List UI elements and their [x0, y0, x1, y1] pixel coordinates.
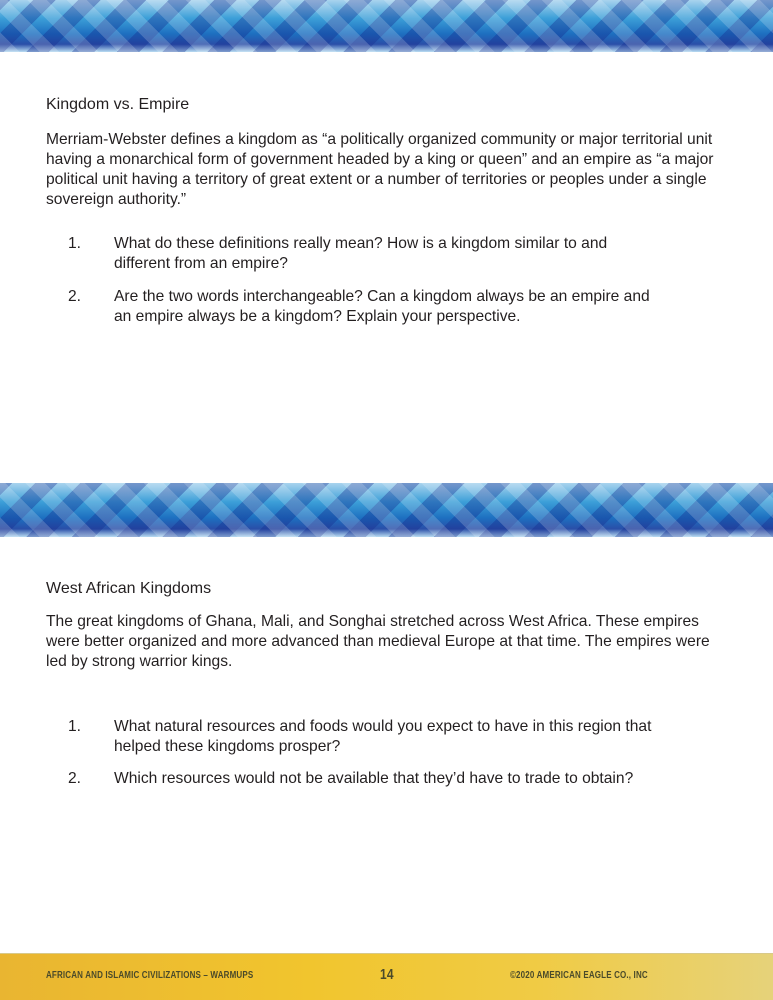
- question-number: 2.: [68, 288, 82, 305]
- question-item: [68, 234, 628, 274]
- question-item: [68, 769, 708, 789]
- section-heading: West African Kingdoms: [46, 580, 212, 597]
- question-text: Which resources would not be available that they’d have to trade to obtain?: [114, 770, 634, 787]
- section-paragraph: Merriam-Webster defines a kingdom as “a politically organized community or major territorial unit having a monarchical form of government headed by a king or queen” and an empire as “a major political unit having a territory of great extent or a number of territories or peoples under a single sovereign authority.”: [46, 131, 714, 208]
- question-number: 1.: [68, 718, 82, 735]
- section-heading: Kingdom vs. Empire: [46, 96, 190, 113]
- question-text: What do these definitions really mean? How is a kingdom similar to and different from an empire?: [114, 235, 608, 272]
- question-text: What natural resources and foods would you expect to have in this region that helped these kingdoms prosper?: [114, 718, 652, 755]
- section-paragraph: The great kingdoms of Ghana, Mali, and Songhai stretched across West Africa. These empires were better organized and more advanced than medieval Europe at that time. The empires were led by strong warrior kings.: [46, 613, 710, 670]
- middle-decorative-banner: [0, 483, 773, 537]
- page-footer: [0, 953, 773, 1000]
- footer-title: AFRICAN AND ISLAMIC CIVILIZATIONS – WARMUPS: [46, 970, 254, 981]
- question-item: [68, 717, 678, 757]
- page-number: 14: [380, 966, 394, 983]
- question-number: 1.: [68, 235, 82, 252]
- footer-copyright: ©2020 AMERICAN EAGLE CO., INC: [510, 970, 648, 981]
- question-item: [68, 287, 668, 327]
- question-text: Are the two words interchangeable? Can a kingdom always be an empire and an empire always be a kingdom? Explain your perspective.: [114, 288, 650, 325]
- question-number: 2.: [68, 770, 82, 787]
- top-decorative-banner: [0, 0, 773, 52]
